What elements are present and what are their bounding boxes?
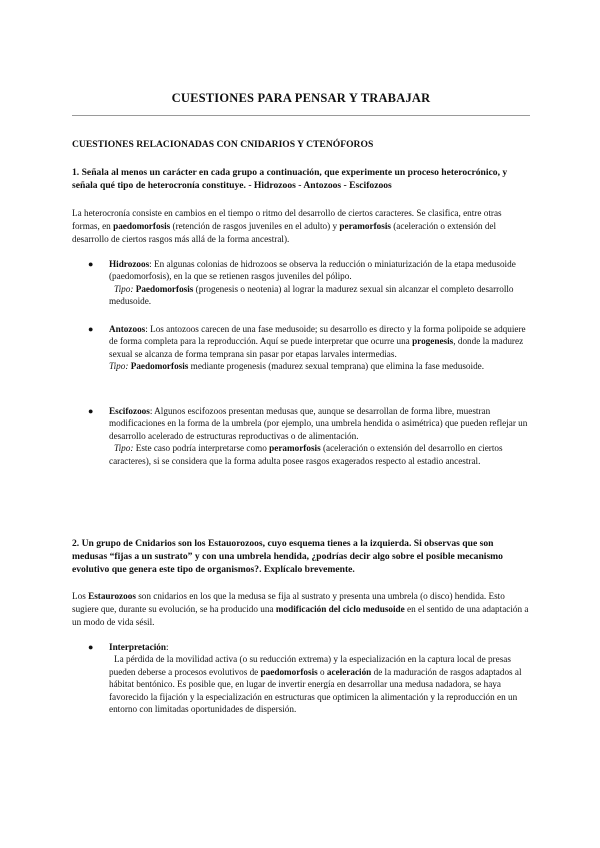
page-title: CUESTIONES PARA PENSAR Y TRABAJAR <box>171 91 431 105</box>
q2-intro: Los Estaurozoos son cnidarios en los que la medusa se fija al sustrato y presenta una umbrela (o disco) hendida. Esto sugiere que, durante su evolución, se ha producido una modificación del ciclo medusoide en el sentido de una adaptación a un modo de vida sésil. <box>72 591 529 627</box>
question-1: 1. Señala al menos un carácter en cada grupo a continuación, que experimente un proceso heterocrónico, y señala qué tipo de heterocronía constituye. - Hidrozoos - Antozoos - Escifozoos <box>72 167 508 191</box>
bullet-icon: ● <box>88 642 94 652</box>
question-2: 2. Un grupo de Cnidarios son los Estauorozoos, cuyo esquema tienes a la izquierda. Si observas que son medusas “fijas a un sustrato” y con una umbrela hendida, ¿podrías decir algo sobre el posible mecanismo evolutivo que genera este tipo de organismos?. Explícalo brevemente. <box>72 538 503 575</box>
list-item-escifozoos: ● Escifozoos: Algunos escifozoos presentan medusas que, aunque se desarrollan de forma libre, muestran modificaciones en la forma de la umbrela (por ejemplo, una umbrela hendida o asimétrica) que pueden reflejar un desarrollo acelerado de estructuras reproductivas o de alimentación. Tipo: Este caso podría interpretarse como peramorfosis (aceleración o extensión del desarrollo en ciertos caracteres), si se considera que la forma adulta posee rasgos exagerados respecto al estadio ancestral. <box>88 406 528 466</box>
q1-list-2 <box>72 323 530 373</box>
list-item-interpretacion: ● Interpretación: La pérdida de la movilidad activa (o su reducción extrema) y la especialización en la captura local de presas pueden deberse a procesos evolutivos de paedomorfosis o aceleración de la maduración de rasgos adaptados al hábitat bentónico. Es posible que, en lugar de invertir energía en desarrollar una medusa nadadora, se haya favorecido la fijación y la especialización en estructuras que optimicen la alimentación y la reproducción en un entorno con limitadas oportunidades de dispersión. <box>88 642 522 715</box>
bullet-icon: ● <box>88 406 94 416</box>
q1-list-3 <box>72 405 530 467</box>
bullet-icon: ● <box>88 324 94 334</box>
q1-intro: La heterocronía consiste en cambios en el tiempo o ritmo del desarrollo de ciertos caracteres. Se clasifica, entre otras formas, en paedomorfosis (retención de rasgos juveniles en el adulto) y peramorfosis (aceleración o extensión del desarrollo de ciertos rasgos más allá de la forma ancestral). <box>72 208 502 244</box>
section-heading: CUESTIONES RELACIONADAS CON CNIDARIOS Y CTENÓFOROS <box>72 139 374 150</box>
q2-list <box>72 641 530 715</box>
list-item-antozoos: ● Antozoos: Los antozoos carecen de una fase medusoide; su desarrollo es directo y la forma polipoide se adquiere de forma completa para la reproducción. Aquí se puede interpretar que ocurre una progenesis, donde la madurez sexual se alcanza de forma temprana sin pasar por etapas larvales intermedias. Tipo: Paedomorfosis mediante progenesis (madurez sexual temprana) que elimina la fase medusoide. <box>88 324 526 372</box>
bullet-icon: ● <box>88 259 94 269</box>
title-divider <box>72 115 530 116</box>
list-item-hidrozoos: ● Hidrozoos: En algunas colonias de hidrozoos se observa la reducción o miniaturización de la etapa medusoide (paedomorfosis), en la que se retienen rasgos juveniles del pólipo. Tipo: Paedomorfosis (progenesis o neotenia) al lograr la madurez sexual sin alcanzar el completo desarrollo medusoide. <box>88 259 516 307</box>
q1-list <box>72 258 530 308</box>
